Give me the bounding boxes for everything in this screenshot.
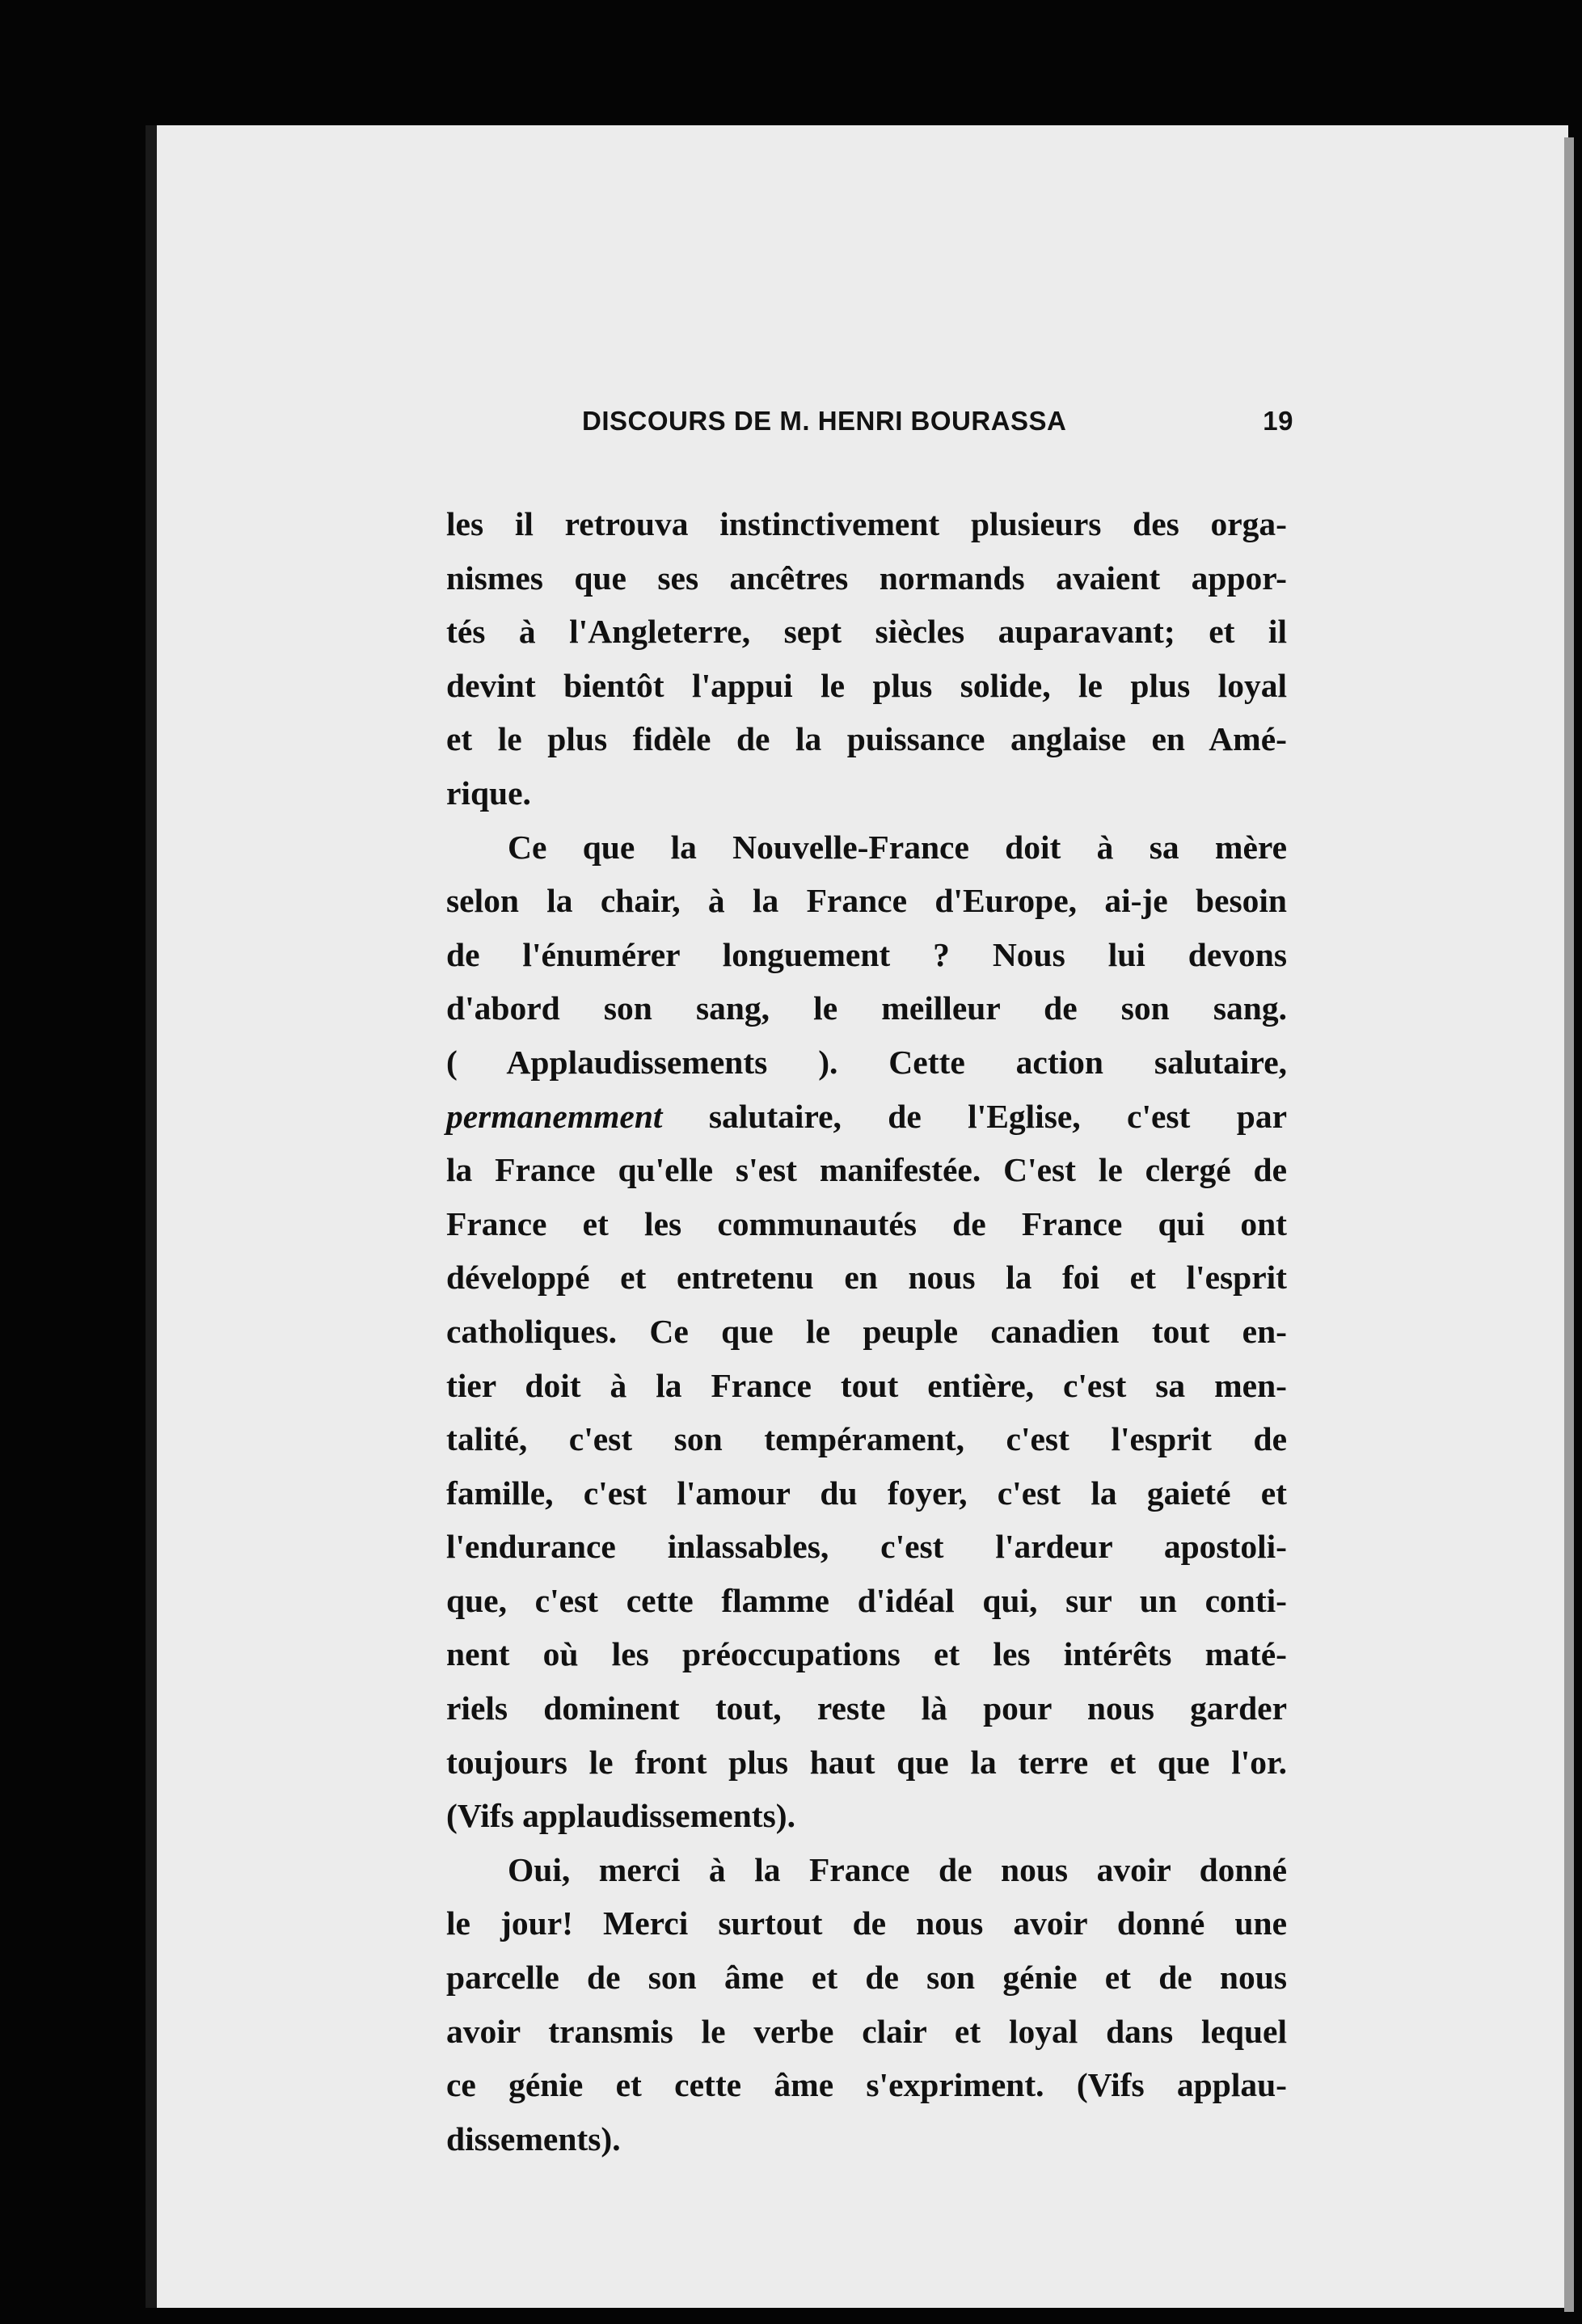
text-line: le jour! Merci surtout de nous avoir donné une (446, 1904, 1287, 1942)
text-line: (Vifs applaudissements). (446, 1797, 795, 1835)
text-line: que, c'est cette flamme d'idéal qui, sur un conti- (446, 1581, 1287, 1619)
text-line: la France qu'elle s'est manifestée. C'est le clergé de (446, 1151, 1287, 1189)
text-line: parcelle de son âme et de son génie et de nous (446, 1959, 1287, 1997)
text-line: nismes que ses ancêtres normands avaient appor- (446, 559, 1287, 597)
text-line: France et les communautés de France qui ont (446, 1204, 1287, 1242)
text-line: l'endurance inlassables, c'est l'ardeur apostoli- (446, 1528, 1287, 1566)
text-line: ce génie et cette âme s'expriment. (Vifs applau- (446, 2066, 1287, 2104)
paragraph-2 (446, 820, 1287, 1843)
text-line: toujours le front plus haut que la terre et que l'or. (446, 1743, 1287, 1781)
text-line: selon la chair, à la France d'Europe, ai-je besoin (446, 882, 1287, 920)
italic-word: permanemment (446, 1097, 663, 1135)
text-line: catholiques. Ce que le peuple canadien tout en- (446, 1312, 1287, 1350)
text-line: tier doit à la France tout entière, c'est sa men- (446, 1366, 1287, 1404)
text-line: de l'énumérer longuement ? Nous lui devons (446, 935, 1287, 973)
body-text (446, 497, 1287, 2166)
text-line: nent où les préoccupations et les intérêts maté- (446, 1635, 1287, 1673)
paragraph-1 (446, 497, 1287, 820)
text-line: avoir transmis le verbe clair et loyal dans lequel (446, 2012, 1287, 2050)
text-line: rique. (446, 774, 531, 812)
text-fragment: salutaire, de l'Eglise, c'est par (708, 1097, 1287, 1135)
page-edge (1564, 137, 1574, 2312)
text-line: et le plus fidèle de la puissance anglaise en Amé- (446, 720, 1287, 758)
running-head-title: DISCOURS DE M. HENRI BOURASSA (582, 406, 1067, 436)
text-line: Oui, merci à la France de nous avoir donné (508, 1850, 1287, 1888)
text-line: développé et entretenu en nous la foi et l'esprit (446, 1259, 1287, 1297)
text-line-mixed (446, 1090, 1287, 1144)
text-line: ( Applaudissements ). Cette action salutaire, (446, 1043, 1287, 1081)
text-line: dissements). (446, 2119, 621, 2157)
page-number: 19 (1263, 406, 1293, 436)
text-line: riels dominent tout, reste là pour nous garder (446, 1689, 1287, 1727)
running-head (582, 406, 1293, 454)
paragraph-3 (446, 1843, 1287, 2166)
text-line: Ce que la Nouvelle-France doit à sa mère (508, 828, 1287, 866)
text-line: tés à l'Angleterre, sept siècles auparavant; et il (446, 613, 1287, 651)
text-line: devint bientôt l'appui le plus solide, le plus loyal (446, 666, 1287, 704)
text-line: d'abord son sang, le meilleur de son sang. (446, 989, 1287, 1027)
text-line: famille, c'est l'amour du foyer, c'est la gaieté et (446, 1474, 1287, 1512)
text-line: talité, c'est son tempérament, c'est l'esprit de (446, 1420, 1287, 1458)
text-line: les il retrouva instinctivement plusieurs des orga- (446, 505, 1287, 542)
